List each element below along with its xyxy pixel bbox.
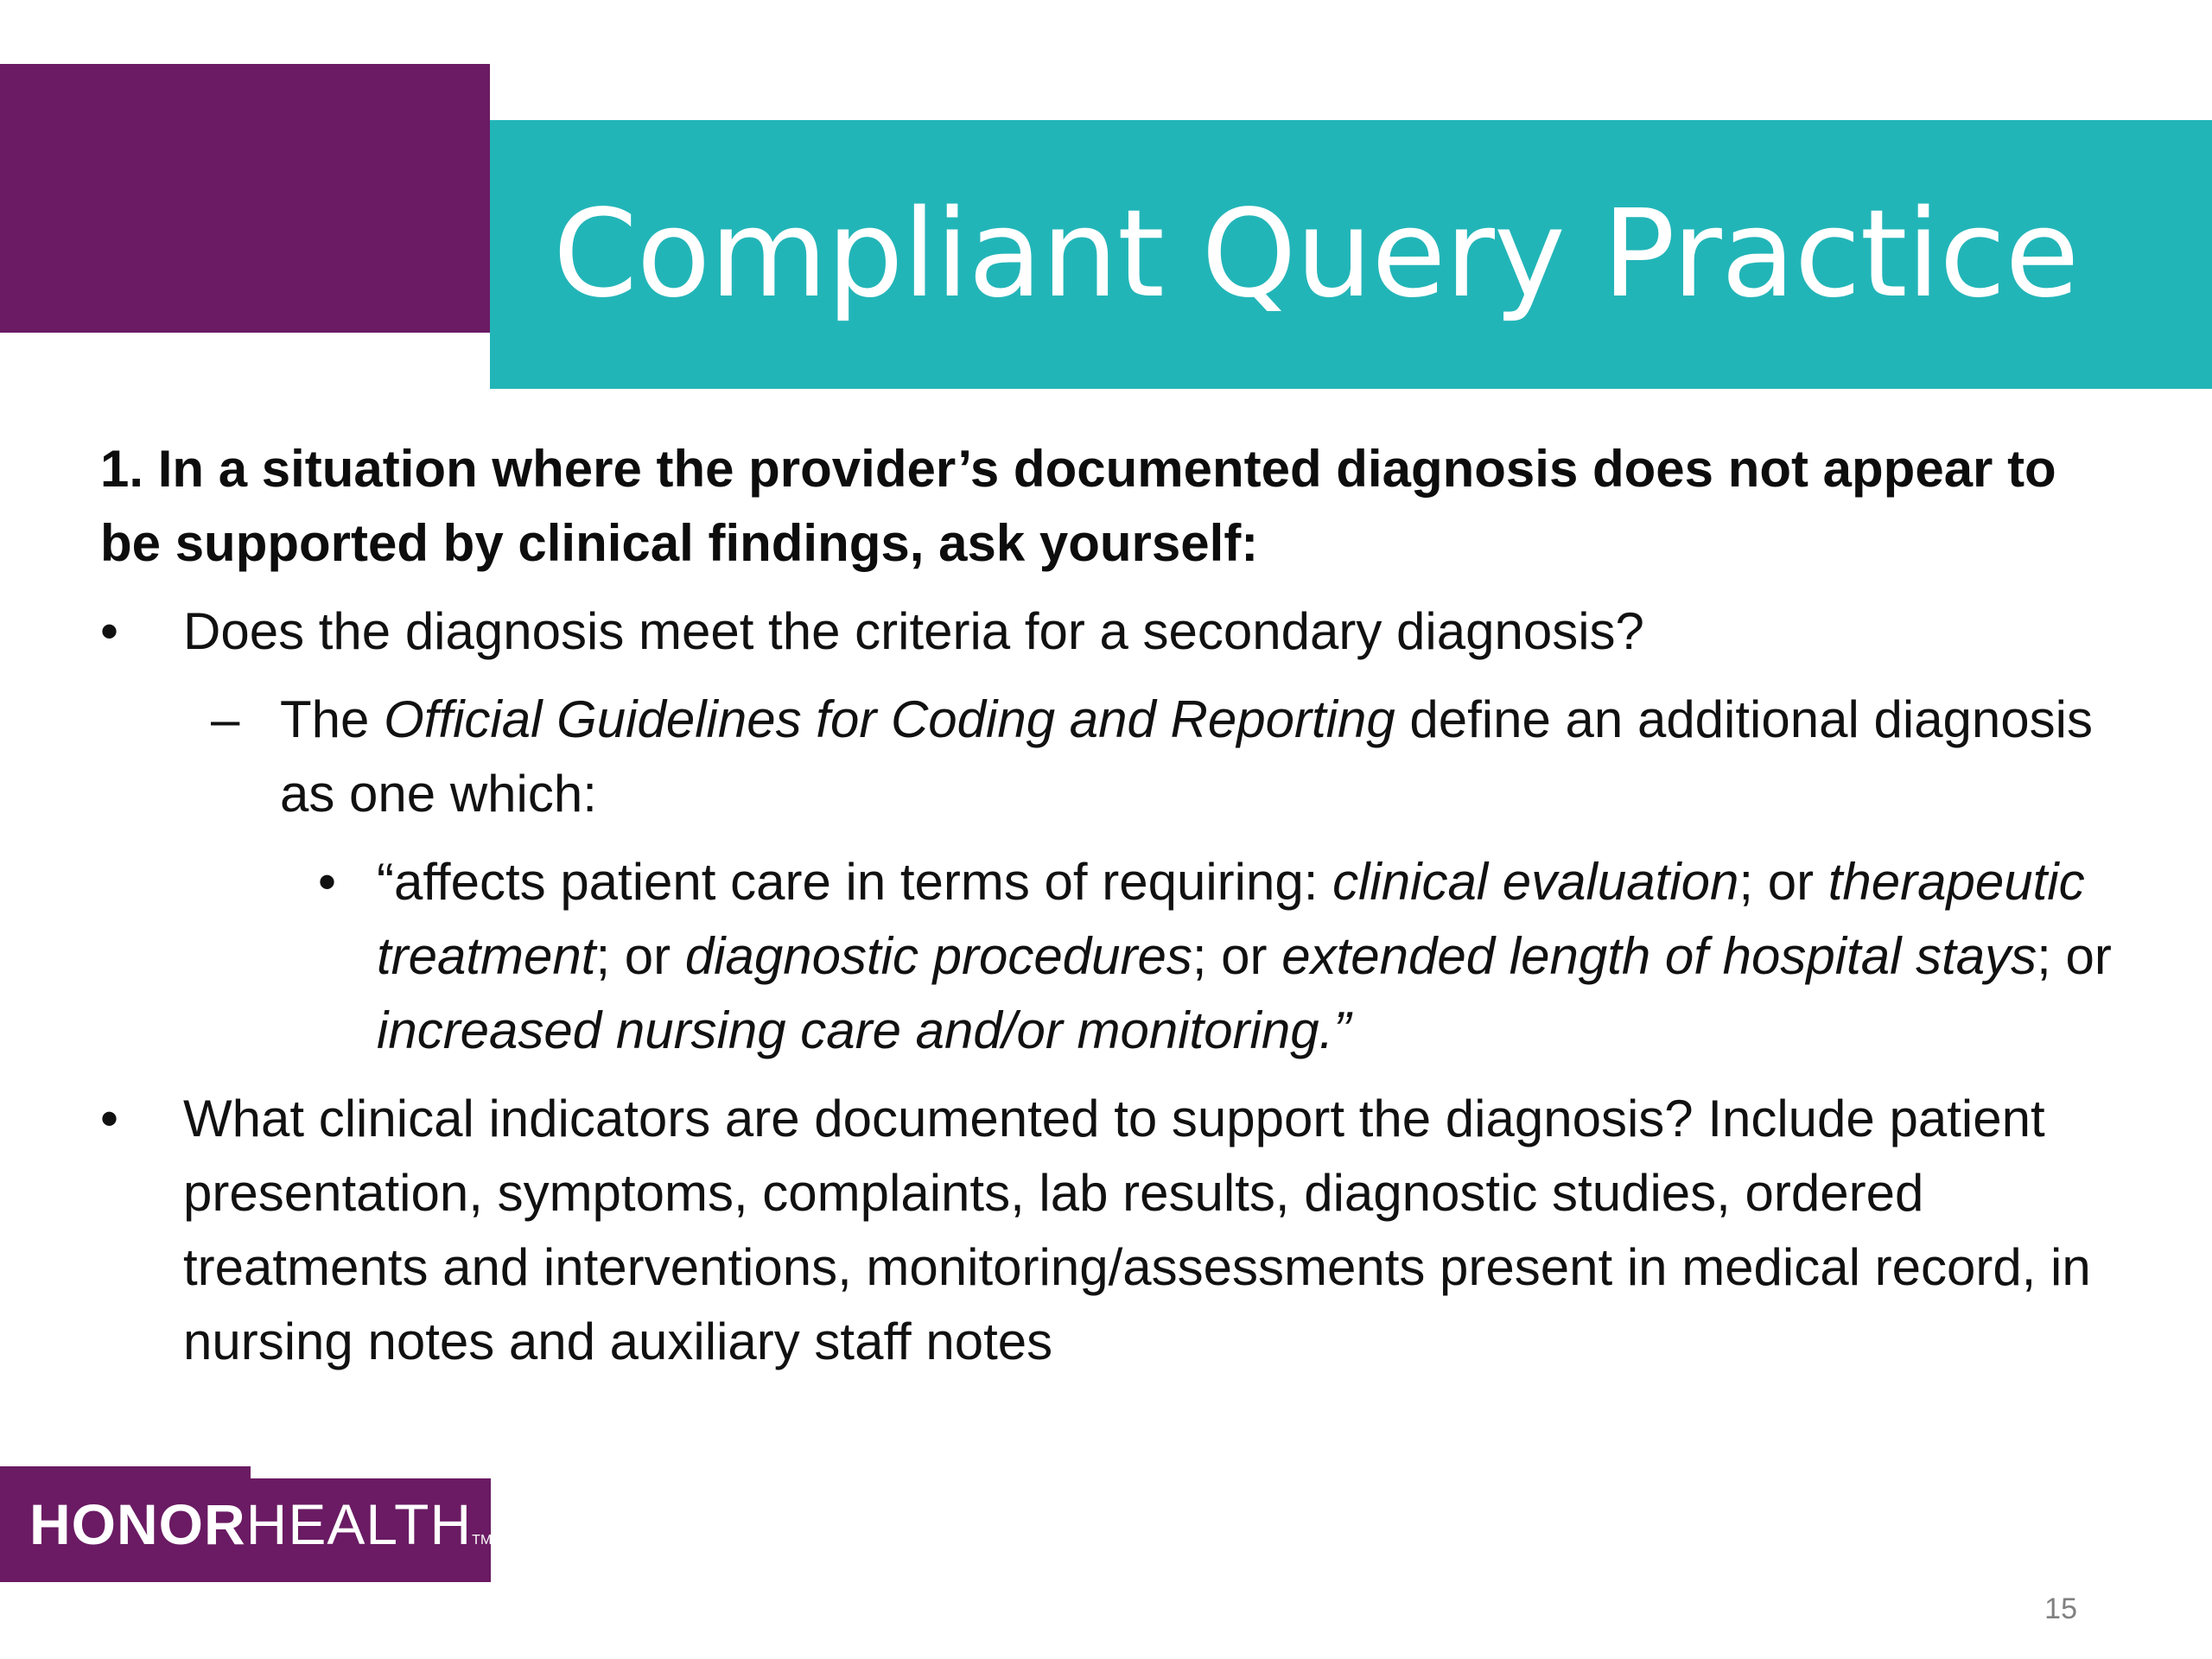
page-number: 15 [2044,1592,2077,1625]
quote-part-5: ; or [2037,927,2112,985]
bullet-clinical-indicators [100,1082,2113,1379]
slide-title: Compliant Query Practice [553,184,2079,325]
slide-body [100,432,2113,1379]
quote-italic-1: clinical evaluation [1332,853,1739,911]
bullet-marker: • [100,602,119,660]
honorhealth-logo [0,1466,491,1582]
quote-bullet [100,845,2113,1068]
logo-notch [251,1466,491,1478]
logo-honor: HONOR [29,1492,246,1556]
quote-part-3: ; or [595,927,685,985]
logo-trademark: TM [472,1533,493,1548]
bullet-secondary-diagnosis [100,594,2113,669]
quote-part-2: ; or [1738,853,1828,911]
guidelines-title: Official Guidelines for Coding and Reporting [384,690,1395,748]
quote-italic-4: extended length of hospital stays [1281,927,2037,985]
quote-italic-2: therapeutic treatment [377,853,2085,985]
bullet-text: What clinical indicators are documented to support the diagnosis? Include patient presentation, symptoms, complaints, lab results, diagnostic studies, ordered treatments and interventions, monitoring/assessments present in medical record, in nursing notes and auxiliary staff notes [183,1090,2091,1370]
bullet-marker: • [318,853,337,911]
quote-part-1: “affects patient care in terms of requiring: [377,853,1333,911]
bullet-marker: • [100,1090,119,1147]
quote-italic-5: increased nursing care and/or monitoring.” [377,1001,1351,1059]
sub-bullet-guidelines [100,683,2113,831]
logo-health: HEALTH [245,1492,473,1556]
bullet-text: Does the diagnosis meet the criteria for a secondary diagnosis? [183,602,1644,660]
logo-wordmark [29,1466,492,1599]
sub-text-pre: The [280,690,385,748]
quote-part-4: ; or [1192,927,1282,985]
lead-question: 1. In a situation where the provider’s documented diagnosis does not appear to be supported by clinical findings, ask yourself: [100,440,2056,572]
header-purple-block [0,64,490,333]
quote-italic-3: diagnostic procedures [684,927,1192,985]
sub-text-post: define an additional diagnosis as one which: [280,690,2093,823]
dash-marker: – [211,690,240,748]
